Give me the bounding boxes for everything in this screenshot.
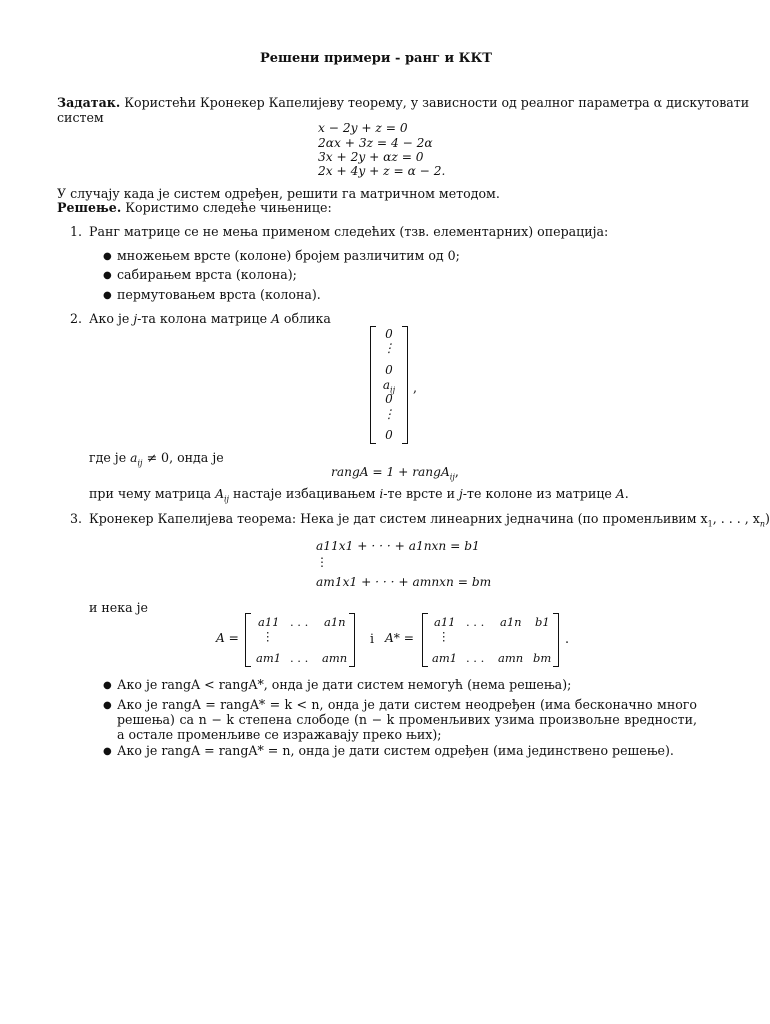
rank-eq: rangA = 1 + rangA	[331, 465, 450, 479]
solution-text: Користимо следеће чињенице:	[125, 200, 332, 215]
rank-comma: ,	[454, 464, 459, 479]
where2-A2: A	[615, 487, 625, 501]
bullet-icon: ●	[103, 746, 112, 757]
where-sub: ij	[137, 458, 143, 468]
item-3-close: )	[765, 511, 770, 526]
matrix-Astar-cell: a11	[434, 615, 456, 629]
column-entry: 0	[385, 327, 393, 341]
task-line1	[57, 95, 749, 110]
item-2-text	[89, 311, 331, 327]
where2-dot: .	[624, 486, 629, 501]
bullet-icon: ●	[103, 270, 112, 281]
column-entry: 0	[385, 392, 393, 406]
item-1-bullet-2: сабирањем врста (колона);	[117, 267, 297, 282]
item-2-j: j	[133, 312, 138, 326]
matrix-A-bracket-right	[349, 613, 355, 667]
column-sub: ij	[390, 385, 396, 395]
and-i: i	[370, 631, 375, 646]
matrix-Astar-label: A* =	[385, 631, 414, 645]
where2-sub: ij	[224, 494, 230, 504]
matrix-A-bracket-left	[245, 613, 251, 667]
and-let: и нека је	[89, 600, 148, 615]
matrix-A-cell: a1n	[324, 615, 346, 629]
matrix-Astar-cell: amn	[498, 651, 524, 665]
equation-3: 3x + 2y + αz = 0	[318, 150, 424, 164]
item-2-text-mid: -та колона матрице	[137, 311, 272, 326]
matrix-Astar-bracket-left	[422, 613, 428, 667]
item-3-number: 3.	[70, 511, 83, 526]
matrix-Astar-cell: . . .	[466, 651, 485, 665]
task-label: Задатак.	[57, 95, 121, 110]
where-a: a	[130, 451, 138, 465]
matrix-Astar-dots: ⋮	[438, 629, 450, 643]
equation-2: 2αx + 3z = 4 − 2α	[318, 136, 433, 150]
item-1-bullet-3: пермутовањем врста (колона).	[117, 287, 321, 302]
item-3-bullet-2: Ако је rangA = rangA* = k < n, онда је дати систем неодређен (има бесконачно много решења) са n − k степена слободе (n − k променљивих узима произвољне вредности, а остале променљиве се изражавају преко њих);	[117, 697, 697, 742]
equation-1: x − 2y + z = 0	[318, 121, 408, 135]
item-3-sub1: 1	[707, 519, 713, 529]
bullet-icon: ●	[103, 700, 112, 711]
page-title: Решени примери - ранг и ККТ	[260, 51, 492, 66]
item-3-bullet-3: Ако је rangA = rangA* = n, онда је дати систем одређен (има јединствено решење).	[117, 743, 674, 758]
where2-A: A	[215, 487, 224, 501]
system-line-2: am1x1 + · · · + amnxn = bm	[316, 575, 492, 589]
column-entry: ⋮	[383, 341, 395, 355]
matrix-A-cell: a11	[258, 615, 280, 629]
column-entry: 0	[385, 428, 393, 442]
item-2-text-post: облика	[279, 311, 331, 326]
matrix-Astar-bracket-right	[553, 613, 559, 667]
solution-line	[57, 200, 332, 215]
item-3-text-end: , . . . , x	[712, 511, 760, 526]
item-3-text-main: Кронекер Капелијева теорема: Нека је дат систем линеарних једначина (по променљивим x	[89, 511, 708, 526]
matrix-A-label: A =	[216, 631, 239, 645]
where-neq: ≠ 0, онда је	[142, 450, 224, 465]
where2-mid2: -те врсте и	[383, 486, 459, 501]
bullet-icon: ●	[103, 680, 112, 691]
rank-equation	[331, 464, 459, 485]
matrix-A-cell: am1	[256, 651, 282, 665]
item-2-text-pre: Ако је	[89, 311, 134, 326]
item-3-bullet-1: Ако је rangA < rangA*, онда је дати систем немогућ (нема решења);	[117, 677, 572, 692]
item-2-where	[89, 450, 224, 471]
where2-i: i	[379, 487, 384, 501]
matrix-A-cell: amn	[322, 651, 348, 665]
item-2-number: 2.	[70, 311, 83, 326]
matrix-period: .	[565, 631, 570, 646]
equation-4: 2x + 4y + z = α − 2.	[318, 164, 446, 178]
system-dots: ⋮	[316, 555, 329, 569]
column-entry: ⋮	[383, 407, 395, 421]
matrix-A-dots: ⋮	[262, 629, 274, 643]
item-2-A: A	[271, 312, 280, 326]
task-text: Користећи Кронекер Капелијеву теорему, у зависности од реалног параметра α дискутовати	[124, 95, 750, 110]
where-pre: где је	[89, 450, 131, 465]
matrix-Astar-cell: b1	[535, 615, 550, 629]
where2-j: j	[459, 487, 463, 501]
matrix-A-cell: . . .	[290, 615, 309, 629]
item-3-text	[89, 511, 770, 532]
column-a: a	[382, 378, 391, 392]
bullet-icon: ●	[103, 290, 112, 301]
item-1-bullet-1: множењем врсте (колоне) бројем различитим од 0;	[117, 248, 460, 263]
task-line2: систем	[57, 110, 104, 125]
matrix-Astar-cell: . . .	[466, 615, 485, 629]
column-entry: 0	[385, 363, 393, 377]
item-1-number: 1.	[70, 224, 83, 239]
matrix-Astar-cell: a1n	[500, 615, 522, 629]
item-2-where2	[89, 486, 629, 507]
item-1-text: Ранг матрице се не мења применом следећих (тзв. елементарних) операција:	[89, 224, 609, 239]
where2-pre: при чему матрица	[89, 486, 216, 501]
matrix-Astar-cell: bm	[533, 651, 552, 665]
rank-sub: ij	[449, 472, 455, 482]
where2-end: -те колоне из матрице	[462, 486, 616, 501]
matrix-A-cell: . . .	[290, 651, 309, 665]
bullet-icon: ●	[103, 251, 112, 262]
solution-label: Решење.	[57, 200, 122, 215]
system-line-1: a11x1 + · · · + a1nxn = b1	[316, 539, 480, 553]
matrix-Astar-cell: am1	[432, 651, 458, 665]
column-comma: ,	[413, 380, 418, 395]
task-after: У случају када је систем одређен, решити га матричном методом.	[57, 186, 500, 201]
item-3-subn: n	[759, 519, 765, 529]
where2-mid: настаје избацивањем	[229, 486, 380, 501]
